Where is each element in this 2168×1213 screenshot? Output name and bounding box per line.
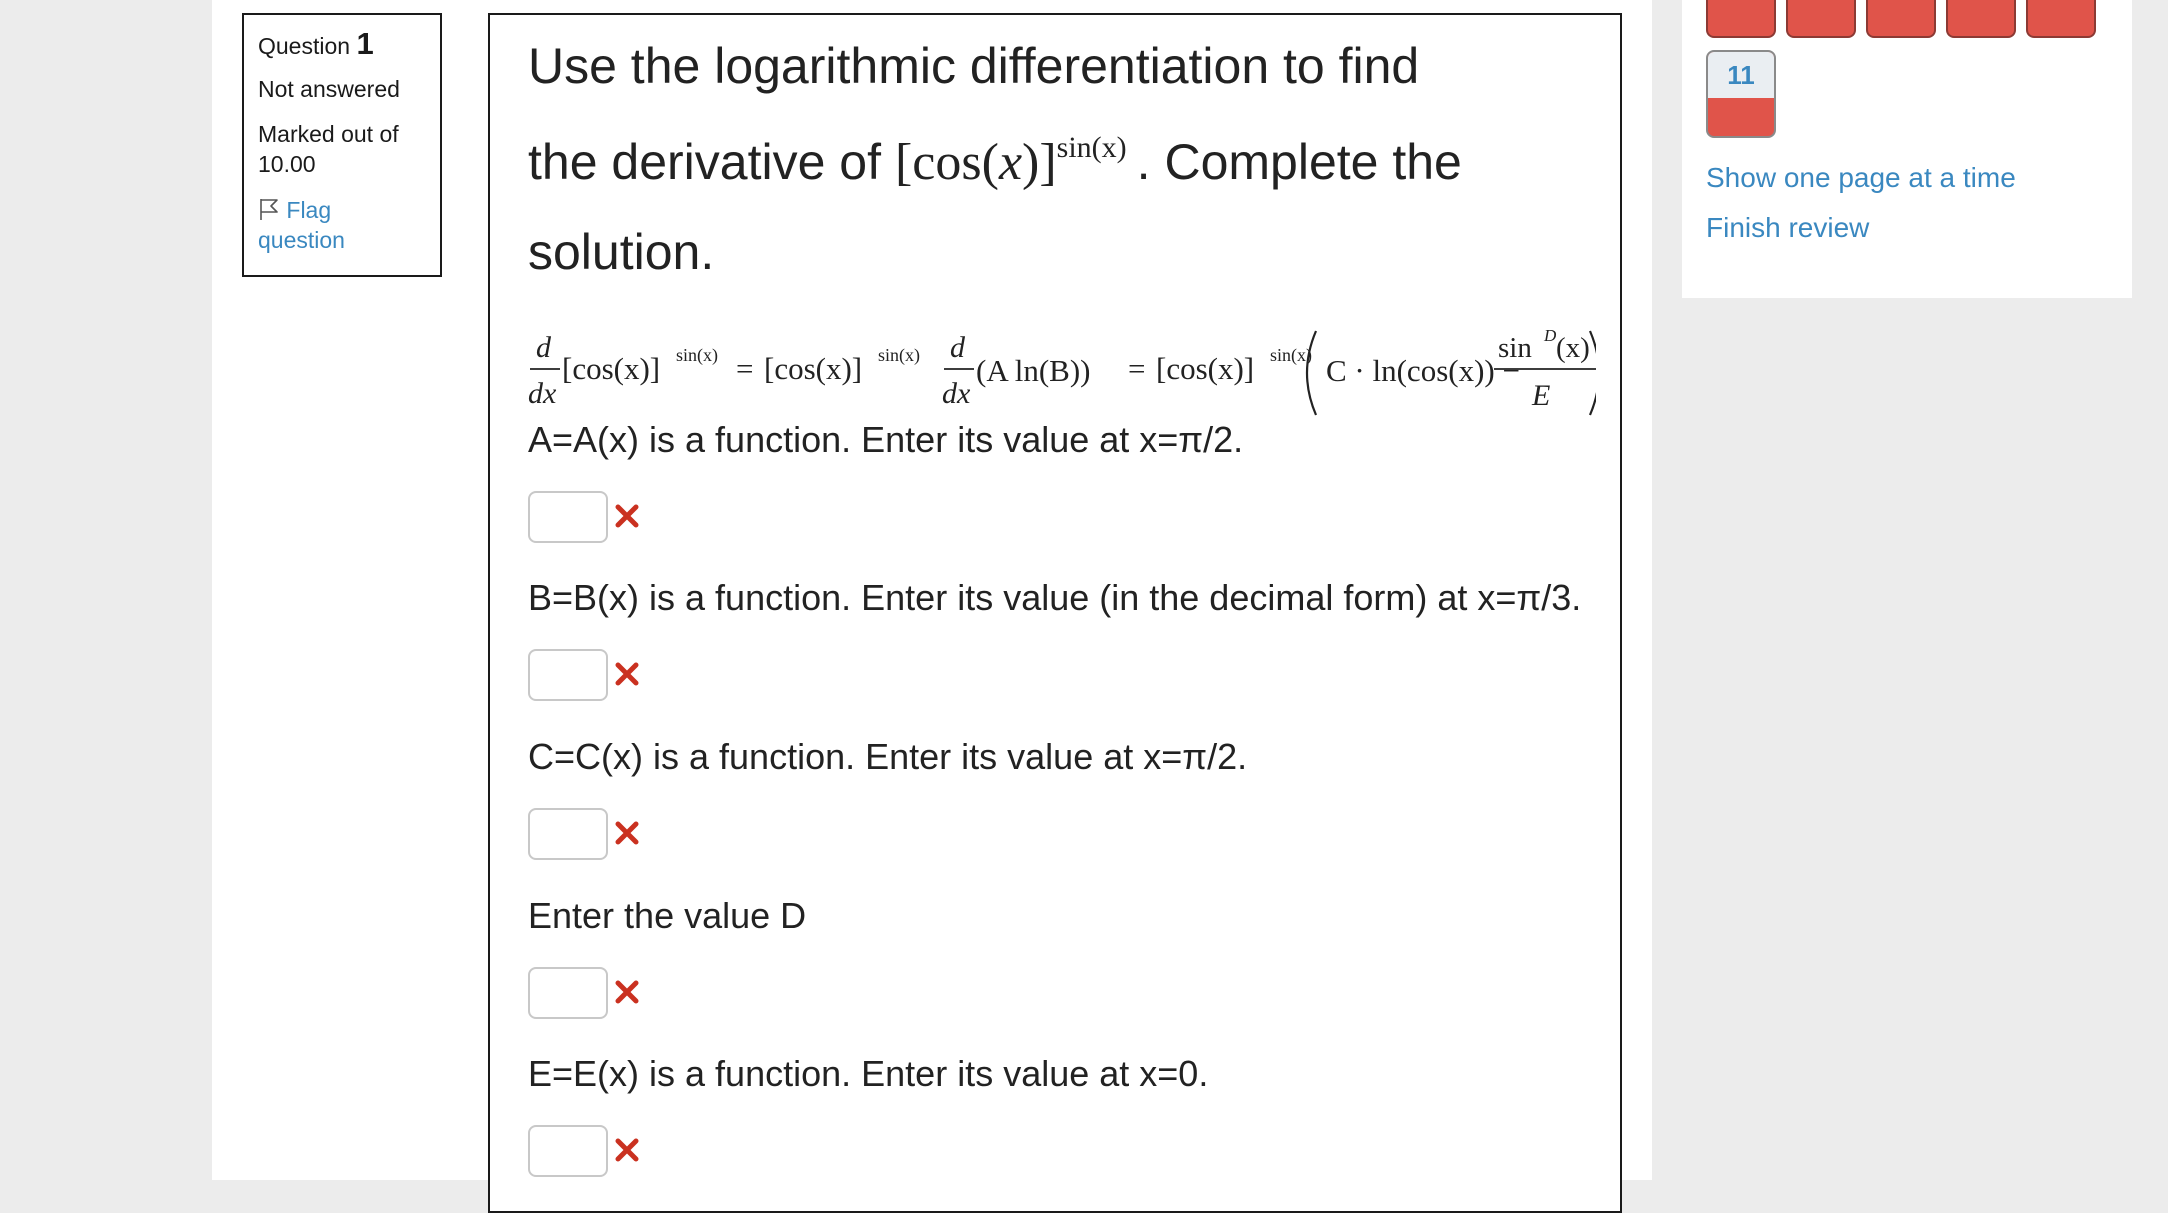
grade-label: Marked out of: [258, 121, 399, 147]
question-grade: [258, 119, 426, 179]
question-text-line-2-pre: the derivative of: [528, 134, 881, 190]
nav-question-button[interactable]: [1946, 0, 2016, 38]
formula-eq-2: =: [1128, 351, 1146, 386]
question-content: [488, 13, 1622, 1213]
nav-question-button[interactable]: [2026, 0, 2096, 38]
finish-review-link[interactable]: Finish review: [1706, 212, 1870, 243]
grade-value: 10.00: [258, 151, 316, 177]
formula-a-ln-b: (A ln(B)): [976, 353, 1091, 388]
incorrect-c-icon: [614, 820, 640, 846]
show-one-page-link[interactable]: Show one page at a time: [1706, 162, 2016, 193]
formula-exp-2: sin(x): [878, 345, 920, 365]
nav-question-button-current[interactable]: [1706, 50, 1776, 138]
nav-question-button[interactable]: [1786, 0, 1856, 38]
formula-d-2: d: [950, 331, 965, 364]
answer-a-input[interactable]: [528, 491, 608, 543]
question-text-line-2: [528, 131, 1462, 192]
question-number: [258, 26, 426, 61]
formula-sin: sin: [1498, 332, 1532, 364]
question-state: Not answered: [258, 76, 400, 102]
formula-dx-1: dx: [528, 377, 557, 410]
formula-c-ln: C · ln(cos(x)) −: [1326, 353, 1520, 388]
answer-b-input[interactable]: [528, 649, 608, 701]
question-text-line-1: Use the logarithmic differentiation to find: [528, 38, 1420, 94]
function-expression: $[\cos(x)]^{sin(x)}$: [894, 131, 1127, 191]
subquestion-c-text: C=C(x) is a function. Enter its value at x=π/2.: [528, 736, 1248, 777]
nav-question-button[interactable]: [1866, 0, 1936, 38]
nav-question-number[interactable]: 11: [1708, 52, 1774, 98]
formula-e: E: [1532, 379, 1551, 412]
subquestion-b-text: B=B(x) is a function. Enter its value (in the decimal form) at x=π/3.: [528, 577, 1582, 618]
formula-eq-1: =: [736, 351, 754, 386]
formula-cos-1: [cos(x)]: [562, 351, 661, 386]
incorrect-a-icon: [614, 503, 640, 529]
formula-exp-1: sin(x): [676, 345, 718, 365]
nav-question-button[interactable]: [1706, 0, 1776, 38]
question-label: Question: [258, 33, 351, 59]
formula-dx-2: dx: [942, 377, 971, 410]
formula-sin-tail: (x): [1556, 332, 1590, 364]
derivative-formula: [526, 317, 1596, 427]
answer-d-input[interactable]: [528, 967, 608, 1019]
incorrect-d-icon: [614, 979, 640, 1005]
question-text-line-2-post: . Complete the: [1136, 134, 1462, 190]
formula-sin-exp: D: [1544, 326, 1557, 345]
answer-e-input[interactable]: [528, 1125, 608, 1177]
subquestion-a-text: A=A(x) is a function. Enter its value at x=π/2.: [528, 419, 1244, 460]
incorrect-e-icon: [614, 1137, 640, 1163]
formula-cos-2: [cos(x)]: [764, 351, 863, 386]
formula-cos-3: [cos(x)]: [1156, 351, 1255, 386]
subquestion-e-text: E=E(x) is a function. Enter its value at x=0.: [528, 1053, 1209, 1094]
subquestion-d-text: Enter the value D: [528, 895, 807, 936]
formula-exp-3: sin(x): [1270, 345, 1312, 365]
flag-label-1[interactable]: Flag: [286, 197, 332, 223]
question-number-value: 1: [356, 26, 374, 61]
flag-question-link[interactable]: [258, 195, 426, 255]
flag-icon: [258, 197, 280, 221]
incorrect-b-icon: [614, 661, 640, 687]
quiz-navigation: [1682, 0, 2132, 298]
question-info-box: [242, 13, 442, 277]
flag-label-2[interactable]: question: [258, 227, 345, 253]
answer-c-input[interactable]: [528, 808, 608, 860]
formula-d-1: d: [536, 331, 551, 364]
question-text-line-3: solution.: [528, 224, 715, 280]
